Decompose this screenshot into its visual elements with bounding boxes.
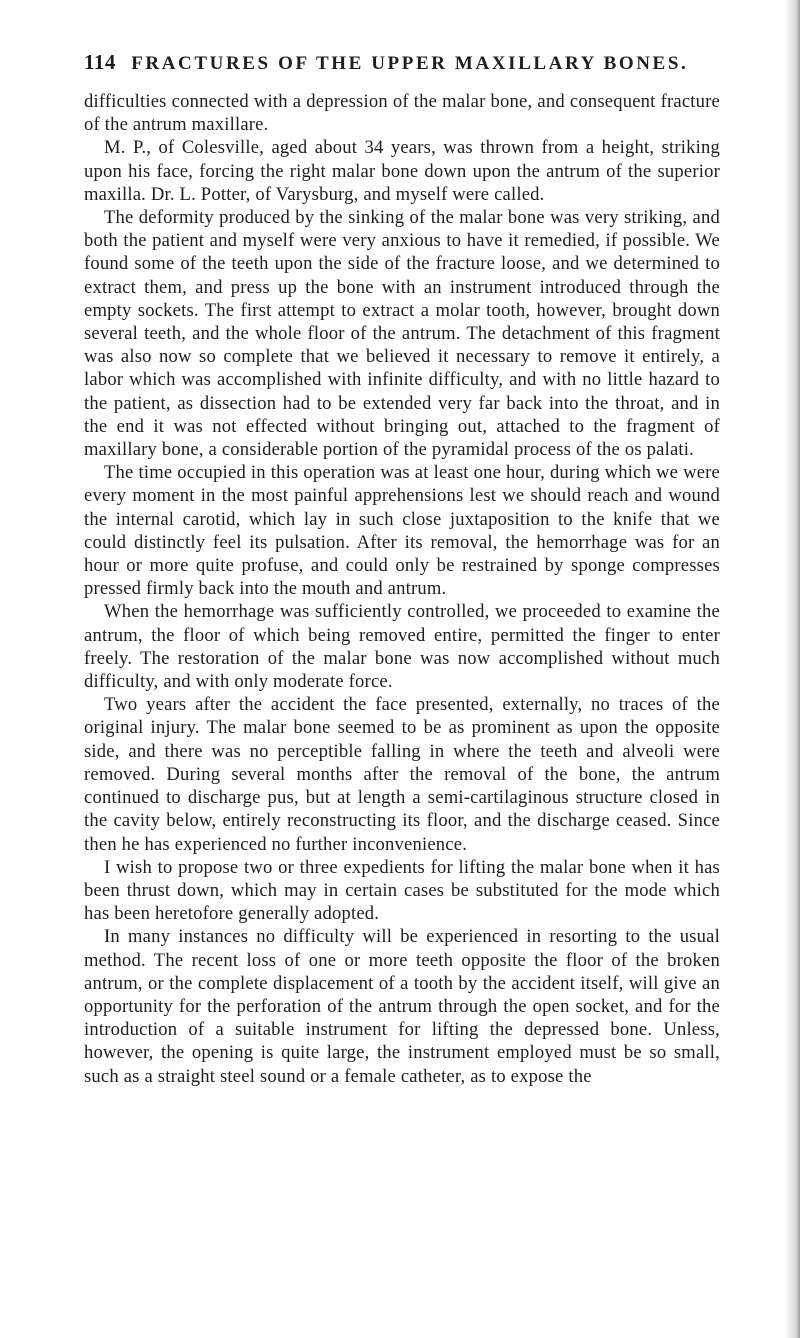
paragraph-proposal: I wish to propose two or three expedients for lifting the malar bone when it has been thrust down, which may in certain cases be substituted for the mode which has been heretofore generally adopted.: [84, 856, 720, 925]
paragraph-continuation: difficulties connected with a depression of the malar bone, and consequent fracture of the antrum maxillare.: [84, 91, 720, 136]
body-text: [84, 90, 720, 1088]
paragraph-usual-method: In many instances no difficulty will be experienced in resorting to the usual method. The recent loss of one or more teeth opposite the floor of the broken antrum, or the complete displacement of a tooth by the accident itself, will give an opportunity for the perforation of the antrum through the open socket, and for the introduction of a suitable instrument for lifting the depressed bone. Unless, however, the opening is quite large, the instrument employed must be so small, such as a straight steel sound or a female catheter, as to expose the: [84, 926, 720, 1087]
paragraph-operation-time: The time occupied in this operation was at least one hour, during which we were every moment in the most painful apprehensions lest we should reach and wound the internal carotid, which lay in such close juxtaposition to the knife that we could distinctly feel its pulsation. After its removal, the hemorrhage was for an hour or more quite profuse, and could only be restrained by sponge compresses pressed firmly back into the mouth and antrum.: [84, 462, 720, 600]
paragraph-case-history: M. P., of Colesville, aged about 34 years, was thrown from a height, striking upon his face, forcing the right malar bone down upon the antrum of the superior maxilla. Dr. L. Potter, of Varysburg, and myself were called.: [84, 137, 720, 205]
running-title: FRACTURES OF THE UPPER MAXILLARY BONES.: [131, 53, 689, 74]
running-head: [84, 50, 724, 75]
paragraph-hemorrhage-controlled: When the hemorrhage was sufficiently controlled, we proceeded to examine the antrum, the floor of which being removed entire, permitted the finger to enter freely. The restoration of the malar bone was now accomplished without much difficulty, and with only moderate force.: [84, 601, 720, 693]
page-edge-shadow: [786, 0, 800, 1338]
paragraph-outcome: Two years after the accident the face presented, externally, no traces of the original injury. The malar bone seemed to be as prominent as upon the opposite side, and there was no perceptible falling in where the teeth and alveoli were removed. During several months after the removal of the bone, the antrum continued to discharge pus, but at length a semi-cartilaginous structure closed in the cavity below, entirely reconstructing its floor, and the discharge ceased. Since then he has experienced no further inconvenience.: [84, 694, 720, 855]
paragraph-deformity: The deformity produced by the sinking of the malar bone was very striking, and both the patient and myself were very anxious to have it remedied, if possible. We found some of the teeth upon the side of the fracture loose, and we determined to extract them, and press up the bone with an instrument introduced through the empty sockets. The first attempt to extract a molar tooth, however, brought down several teeth, and the whole floor of the antrum. The detachment of this fragment was also now so complete that we believed it necessary to remove it entirely, a labor which was accomplished with infinite difficulty, and with no little hazard to the patient, as dissection had to be extended very far back into the throat, and in the end it was not effected without bringing out, attached to the fragment of maxillary bone, a considerable portion of the pyramidal process of the os palati.: [84, 207, 720, 461]
page-number: 114: [84, 50, 116, 74]
